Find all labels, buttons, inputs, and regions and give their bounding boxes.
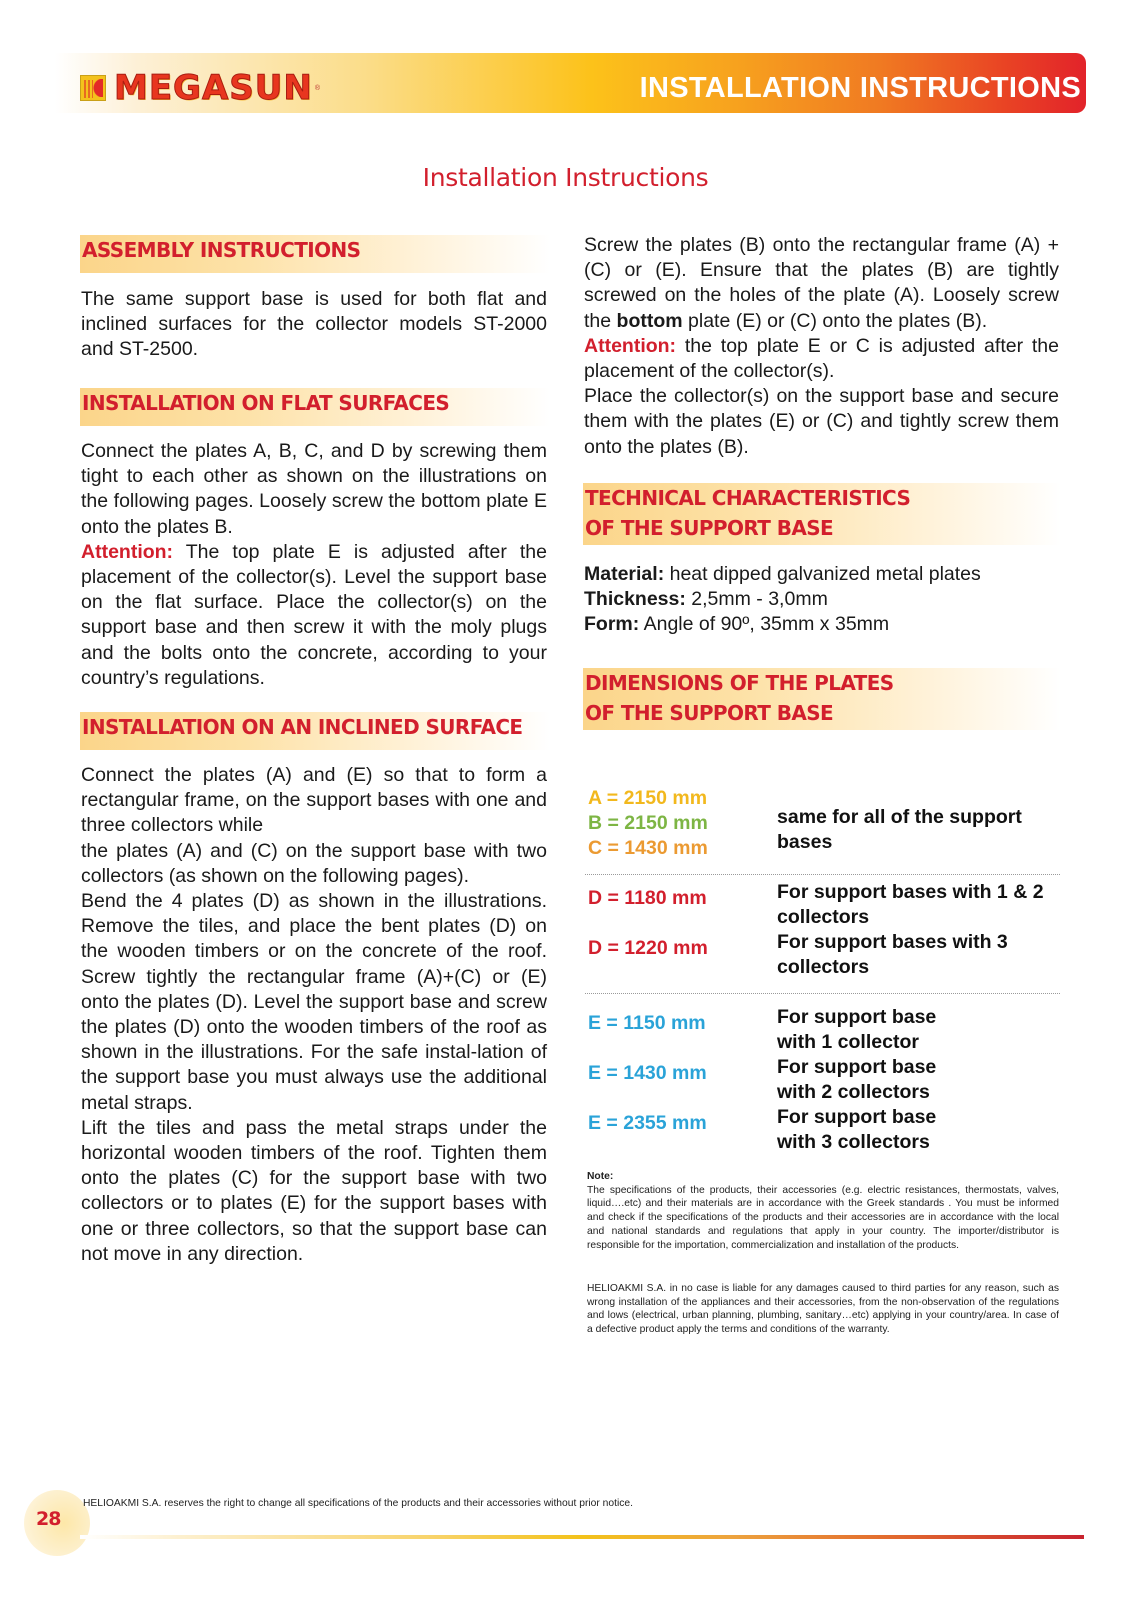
plate-d2-dimension: D = 1220 mm (588, 937, 708, 959)
heading-line-2: OF THE SUPPORT BASE (585, 516, 834, 540)
frame-assembly-paragraph (584, 233, 1059, 460)
spec-value: 2,5mm - 3,0mm (685, 588, 828, 611)
brand-name: MEGASUN (114, 68, 313, 108)
d1-description: For support bases with 1 & 2 collectors (777, 881, 1044, 928)
page-number: 28 (36, 1508, 61, 1530)
plate-a-dimension: A = 2150 mm (588, 787, 708, 809)
inclined-text-2: the plates (A) and (C) on the support base with two collectors (as shown on the following pages). (81, 839, 547, 887)
spec-value: Angle of 90º, 35mm x 35mm (639, 613, 890, 636)
intro-text-2: the top plate E or C is adjusted after the placement of the collector(s). (584, 334, 1059, 383)
inclined-text-3: Bend the 4 plates (D) as shown in the illustrations. Remove the tiles, and place the bent plates (D) on the wooden timbers or on the concrete of the roof. Screw tightly the rectangular frame (A)+(C) or (E) onto the plates (D). Level the support base and screw the plates (D) onto the wooden timbers of the roof as shown in the illustrations. For the safe instal-lation of the support base you must always use the additional metal straps. (81, 890, 547, 1114)
section-heading-dimensions (583, 668, 1061, 730)
attention-label: Attention: (584, 334, 677, 357)
trademark-mark: ® (314, 84, 321, 92)
inclined-text-1: Connect the plates (A) and (E) so that to form a rectangular frame, on the support bases with one and three collectors while (81, 764, 547, 837)
page-title: Installation Instructions (422, 163, 709, 192)
spec-label: Form: (584, 613, 640, 636)
spec-form (584, 612, 1059, 637)
intro-text-3: Place the collector(s) on the support base and secure them with the plates (E) or (C) and tightly screw them onto the plates (B). (584, 385, 1059, 458)
heading-text: INSTALLATION ON FLAT SURFACES (82, 391, 450, 415)
e2-description: For support base with 2 collectors (777, 1056, 937, 1103)
intro-bold-word: bottom (616, 309, 683, 332)
heading-text: INSTALLATION ON AN INCLINED SURFACE (82, 715, 523, 739)
technical-specs (584, 562, 1059, 638)
plate-c-dimension: C = 1430 mm (588, 837, 708, 859)
spec-label: Thickness: (584, 588, 686, 611)
e1-description: For support base with 1 collector (777, 1006, 937, 1053)
plate-d1-dimension: D = 1180 mm (588, 887, 707, 909)
divider (585, 874, 1060, 875)
section-heading-assembly (80, 235, 550, 273)
heading-line-1: TECHNICAL CHARACTERISTICS (585, 486, 911, 510)
plate-e2-dimension: E = 1430 mm (588, 1062, 707, 1084)
sun-logo-icon (80, 75, 106, 101)
flat-paragraph (81, 439, 547, 691)
intro-text-1: Screw the plates (B) onto the rectangular frame (A) + (C) or (E). Ensure that the plates (B) are tightly screwed on the holes of the plate (A). Loosely screw the (584, 234, 1059, 332)
intro-text-1-end: plate (E) or (C) onto the plates (B). (682, 309, 988, 332)
spec-material (584, 562, 1059, 587)
assembly-paragraph: The same support base is used for both flat and inclined surfaces for the collector models ST-2000 and ST-2500. (81, 288, 547, 361)
section-heading-technical (583, 483, 1061, 545)
plate-e3-dimension: E = 2355 mm (588, 1112, 707, 1134)
legal-note (587, 1170, 1059, 1252)
note-text-1: The specifications of the products, their accessories (e.g. electric resistances, thermostats, valves, liquid….etc) and their materials are in accordance with the Greek standards . You must be informed and check if the specifications of the products and their accessories are in accordance with the local and national standards and regulations that apply in your country. The importer/distributor is responsible for the importation, commercialization and installation of the products. (587, 1184, 1059, 1251)
abc-description: same for all of the support bases (777, 806, 1022, 853)
divider (585, 993, 1060, 994)
section-heading-inclined (80, 712, 550, 750)
plate-e1-dimension: E = 1150 mm (588, 1012, 706, 1034)
spec-value: heat dipped galvanized metal plates (664, 563, 981, 585)
section-heading-flat (80, 388, 550, 426)
d2-description: For support bases with 3 collectors (777, 931, 1008, 978)
brand-logo (80, 68, 320, 108)
spec-label: Material: (584, 563, 665, 585)
footer-disclaimer: HELIOAKMI S.A. reserves the right to change all specifications of the products and their accessories without prior notice. (83, 1498, 634, 1509)
inclined-paragraph (81, 763, 547, 1267)
note-label: Note: (587, 1171, 614, 1182)
flat-text-1: Connect the plates A, B, C, and D by screwing them tight to each other as shown on the illustrations on the following pages. Loosely screw the bottom plate E onto the plates B. (81, 440, 547, 538)
liability-note: HELIOAKMI S.A. in no case is liable for any damages caused to third parties for any reason, such as wrong installation of the appliances and their accessories, from the non-observation of the regulations and lows (electrical, urban planning, plumbing, sanitary…etc) applying in your country/area. In case of a defective product apply the terms and conditions of the warranty. (587, 1283, 1059, 1336)
e3-description: For support base with 3 collectors (777, 1106, 937, 1153)
heading-text: ASSEMBLY INSTRUCTIONS (82, 238, 361, 262)
footer-divider (80, 1535, 1084, 1539)
heading-line-1: DIMENSIONS OF THE PLATES (585, 671, 894, 695)
flat-text-2: The top plate E is adjusted after the placement of the collector(s). Level the support base on the flat surface. Place the collector(s) on the support base and then screw it with the moly plugs and the bolts onto the concrete, according to your country’s regulations. (81, 540, 547, 689)
heading-line-2: OF THE SUPPORT BASE (585, 701, 834, 725)
attention-label: Attention: (81, 540, 174, 563)
spec-thickness (584, 587, 1059, 612)
plate-b-dimension: B = 2150 mm (588, 812, 708, 834)
header-title: INSTALLATION INSTRUCTIONS (639, 72, 1081, 104)
inclined-text-4: Lift the tiles and pass the metal straps under the horizontal wooden timbers of the roof. Tighten them onto the plates (C) for the support base with two collectors or to plates (E) for the support bases with one or three collectors, so that the support base can not move in any direction. (81, 1116, 547, 1265)
